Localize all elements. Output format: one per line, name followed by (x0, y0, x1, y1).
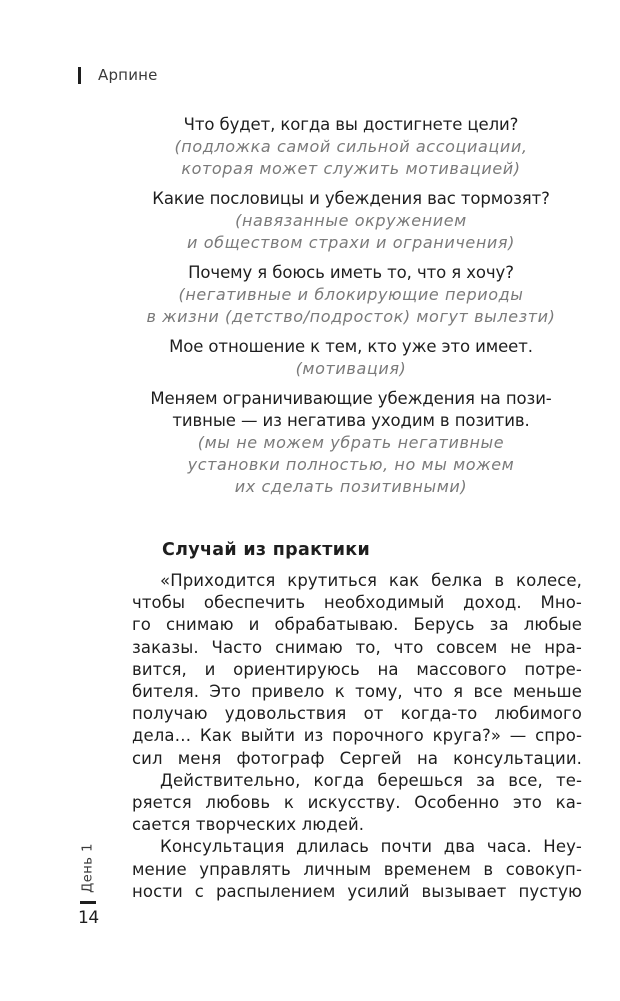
paragraph (132, 770, 582, 837)
question-note: (мы не можем убрать негативные (197, 433, 505, 452)
question-item (120, 388, 582, 498)
page-number: 14 (78, 908, 99, 928)
question-note: (мотивация) (295, 359, 407, 378)
question-note: которая может служить мотивацией) (181, 159, 521, 178)
paragraph (132, 836, 582, 903)
question-note: и обществом страхи и ограничения) (187, 233, 515, 252)
question-item (120, 336, 582, 380)
question-note: (негативные и блокирующие периоды (178, 285, 524, 304)
body-text (132, 570, 582, 903)
chapter-label (79, 843, 97, 893)
text-line: получаю удовольствия от когда-то любимого (132, 704, 582, 724)
text-line: сил меня фотограф Сергей на консультации. (132, 748, 582, 768)
text-line: мение управлять личным временем в совокуп- (132, 859, 582, 879)
paragraph (132, 570, 582, 770)
question-item (120, 262, 582, 328)
question-text: Почему я боюсь иметь то, что я хочу? (188, 263, 514, 282)
question-note: в жизни (детство/подросток) могут вылезти) (146, 307, 556, 326)
text-line: «Приходится крутиться как белка в колесе, (160, 571, 582, 590)
text-line: Консультация длилась почти два часа. Неу- (160, 837, 582, 857)
running-head (78, 66, 158, 84)
question-text: Какие пословицы и убеждения вас тормозят? (152, 189, 550, 208)
question-text: Меняем ограничивающие убеждения на пози- (150, 389, 552, 408)
question-note: (навязанные окружением (235, 211, 467, 230)
folio-rule (80, 901, 96, 904)
text-line: Действительно, когда берешься за все, те- (160, 770, 582, 790)
section-heading: Случай из практики (162, 540, 371, 560)
text-line: ности с распылением усилий вызывает пустую (132, 881, 582, 901)
text-line: сается творческих людей. (132, 815, 365, 835)
question-text: Что будет, когда вы достигнете цели? (183, 115, 519, 134)
text-line: ряется любовь к искусству. Особенно это ка- (132, 793, 582, 813)
author-name: Арпине (98, 66, 158, 84)
question-note: (подложка самой сильной ассоциации, (174, 137, 528, 156)
text-line: дела… Как выйти из порочного круга?» — спро- (132, 726, 582, 746)
question-note: их сделать позитивными) (234, 477, 468, 496)
question-list (120, 114, 582, 506)
question-item (120, 114, 582, 180)
question-note: установки полностью, но мы можем (187, 455, 515, 474)
running-head-rule (78, 67, 81, 84)
question-text: тивные — из негатива уходим в позитив. (172, 411, 530, 430)
text-line: заказы. Часто снимаю то, что совсем не нра- (132, 637, 582, 657)
text-line: бителя. Это привело к тому, что я все меньше (132, 682, 582, 702)
text-line: го снимаю и обрабатываю. Берусь за любые (132, 615, 582, 635)
text-line: чтобы обеспечить необходимый доход. Мно- (132, 593, 582, 613)
question-text: Мое отношение к тем, кто уже это имеет. (169, 337, 533, 356)
question-item (120, 188, 582, 254)
chapter-label-text: День 1 (80, 843, 96, 893)
text-line: вится, и ориентируюсь на массового потре- (132, 659, 582, 679)
